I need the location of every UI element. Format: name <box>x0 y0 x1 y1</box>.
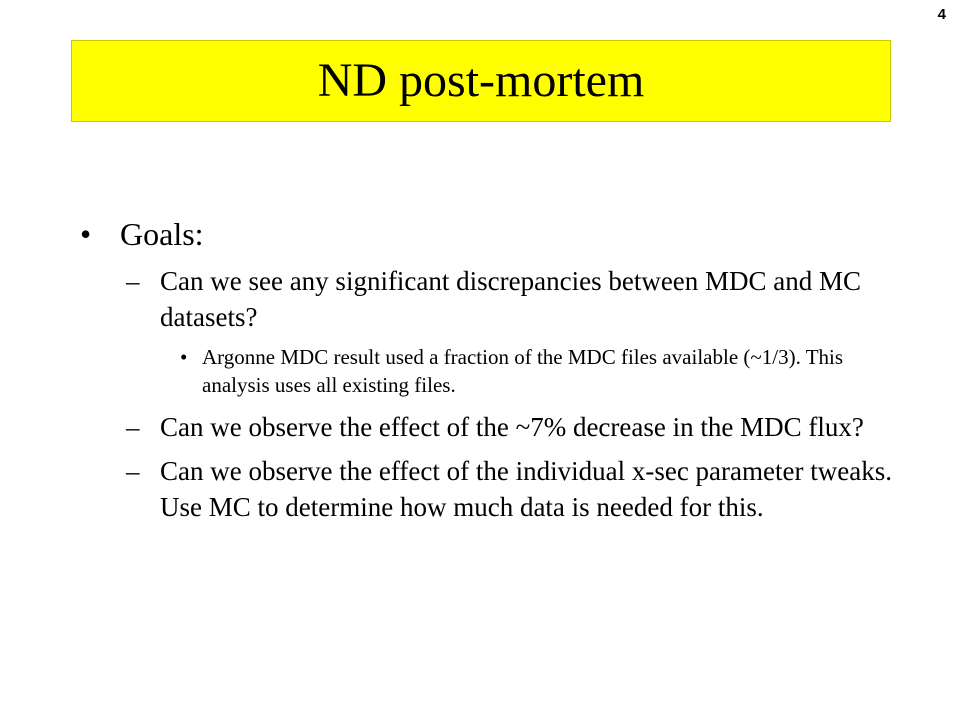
note-text: Argonne MDC result used a fraction of the MDC files available (~1/3). This analysis uses all existing files. <box>202 345 844 397</box>
sub-bullet-flux <box>80 409 900 445</box>
title-banner <box>71 40 891 122</box>
slide-title: ND post-mortem <box>317 54 645 107</box>
slide-content <box>80 215 900 533</box>
sub-bullet-discrepancies <box>80 263 900 335</box>
sub-bullet-text: Can we observe the effect of the ~7% decrease in the MDC flux? <box>160 412 864 442</box>
note-argonne <box>80 343 900 399</box>
dash-marker: – <box>126 412 140 442</box>
sub-bullet-xsec <box>80 453 900 525</box>
dash-marker: – <box>126 266 140 296</box>
sub-bullet-text: Can we see any significant discrepancies between MDC and MC datasets? <box>160 266 862 332</box>
sub-bullet-text: Can we observe the effect of the individual x-sec parameter tweaks. Use MC to determine how much data is needed for this. <box>160 456 892 522</box>
bullet-goals <box>80 215 900 253</box>
slide-number: 4 <box>937 6 946 23</box>
dash-marker: – <box>126 456 140 486</box>
bullet-marker: • <box>80 216 92 252</box>
bullet-marker: • <box>180 345 188 369</box>
goals-label: Goals: <box>120 216 204 252</box>
